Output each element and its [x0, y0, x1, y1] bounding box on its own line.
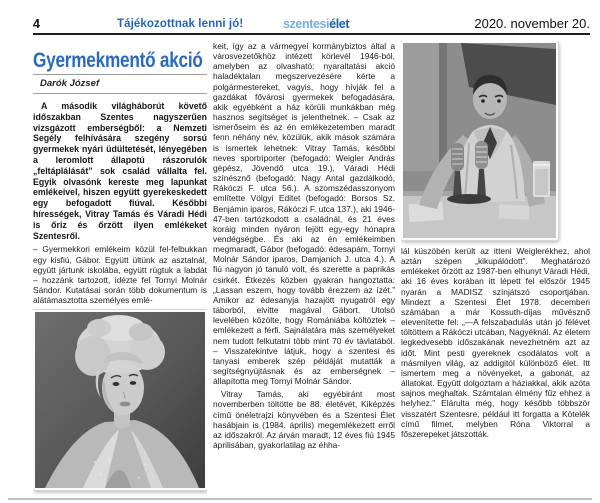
lead-paragraph: A második világháborút követő időszakban Szentes nagyszerűen vizsgázott emberségből: a Nemzeti Segély felhívására szegény sorsú gyermekek nyári üdültetését, lényegében a leromlott állapotú rászorulók „feltáplálását” sok család vállalta fel. Egyik olvasónk kereste meg lapunkat emlékeivel, hiszen együtt gyerekeskedett egy befogadott fiúval. Későbbi hírességek, Vitray Tamás és Váradi Hédi is őriz és őrzött ilyen emlékeket Szentesről.: [33, 101, 207, 241]
vitray-tamas-studio-graphic: [403, 43, 556, 238]
article-title: Gyermekmentő akció: [33, 48, 203, 72]
paragraph: lál küszöbén került az itteni Weiglerékhez, ahol aztán szépen „kikupálódott”. Meghatározó emlékeket őrzött az 1987-ben elhunyt Váradi Hédi, aki 16 éves korában itt lépett fel először 1945 nyarán a MADISZ színjátszó csoportjában. Mindezt a Szentesi Élet 1978. decemberi számában a már Kossuth-díjas művésznő elevenítette fel: „—A felszabadulás után jó félévet töltöttem a Rákóczi utcában, Nagyéknál. Az életem legkedvesebb időszakának nevezhetném azt az időt. Mint pesti gyereknek csodálatos volt a másmilyen világ, az addigitól különböző élet. Itt ismertem meg a növényeket, a gabonát, az állatokat. Együtt dolgoztam a háziakkal, akik azóta sajnos meghaltak. Számtalan élmény fűz ehhez a helyhez.” Elárulta még, hogy később többször visszatért Szentesre, például itt forgatta a Kötelék című filmet, melyben Róna Viktorral a főszerepeket játszották.: [401, 246, 590, 439]
page-number: 4: [33, 17, 40, 31]
masthead-slogan: Tájékozottnak lenni jó!: [117, 18, 244, 30]
masthead: [0, 0, 600, 33]
column-2: [213, 41, 395, 497]
article-body: [33, 41, 590, 497]
paragraph: – Gyermekkori emlékeim közül fel-felbukkan egy kisfiú, Gábor. Együtt ültünk az asztalnál, együtt jártunk iskolába, együtt rúgtuk a labdát – hozzánk tartozott, idézte fel Tornyi Molnár Sándor. Kutatásai során több dokumentum is alátámasztotta személyes emlé-: [33, 244, 207, 306]
author-name: Darók József: [40, 78, 100, 89]
varadi-hedi-portrait-graphic: [35, 312, 205, 488]
szentesi-elet-logo: [283, 17, 349, 31]
logo-part-elet: élet: [329, 17, 350, 31]
paragraph: keit, így az a vármegyei kormánybiztos által a városvezetőkhöz intézett körlevél 1946-ból, amelyben az olvasható: nyaraltatási akció haladéktalan megszervezésére kérte a polgármestereket, vagyis, hogy hívják fel a gazdákat fővárosi gyermekek befogadására, akik egyébként a ház körüli munkákban még hasznos segítséget is jelenthetnek. – Csak az ismerőseim és az én emlékezetemben maradt fenn néhány név, közülük, akik mások számára is ismertek lehetnek: Vitray Tamás, későbbi neves sportriporter (befogadó: Weigler András gépész, Jövendő utca 19.), Váradi Hédi színésznő (befogadó: Nagy Antal gazdálkodó, Rákóczi F. utca 56.). A szomszédasszonyom említette Völgyi Editet (befogadó: Borsos Sz. Benjámin iparos, Rákóczi F. utca 137.), aki 1946-47-ben tartózkodott a családnál, és 21 éves koráig minden nyáron lejött egy-egy hónapra vendégségbe. És aki az én emlékeimben megmaradt, Gábor (befogadó: édesapám, Tornyi Molnár Sándor iparos, Damjanich J. utca 4.). A fiú nagyon jó tanuló volt, és szerette a paprikás csirkét. Étkezés közben gyakran hangoztatta: „Lassan eszem, hogy tovább érezzem az ízét.” Amikor az édesanyja hazajött nyugatról egy táborból, elvitte magával Gábort. Utolsó levelében közölte, hogy Romániába költöztek – emlékezett a férfi. Sajnálatára más személyeket nem tudott felkutatni több mint 70 év távlatából. – Visszatekintve látjuk, hogy a szentesi és tanyasi emberek szép példáját mutatták a segítségnyújtásnak és az emberségnek – állapította meg Tornyi Molnár Sándor.: [213, 41, 395, 387]
column-3: [401, 41, 590, 497]
column-1: [33, 41, 207, 497]
byline-box: [33, 74, 207, 94]
masthead-rule: [33, 33, 590, 35]
paragraph: Vitray Tamás, aki egyébiránt most novemberben töltötte be 88. életévét, Kiképzés című önéletrajzi könyvében és a Szentesi Élet hasábjain is (1984. április) megemlékezett erről az időszakról. Az árván maradt, 12 éves fiú 1945 áprilisában, gyakorlatilag az éhha-: [213, 389, 395, 451]
photo-varadi-hedi: [33, 310, 207, 490]
photo-vitray-tamas: [401, 41, 558, 240]
logo-part-szentesi: szentesi: [283, 17, 330, 31]
issue-date: 2020. november 20.: [474, 16, 590, 31]
footer-rule: [8, 498, 592, 500]
